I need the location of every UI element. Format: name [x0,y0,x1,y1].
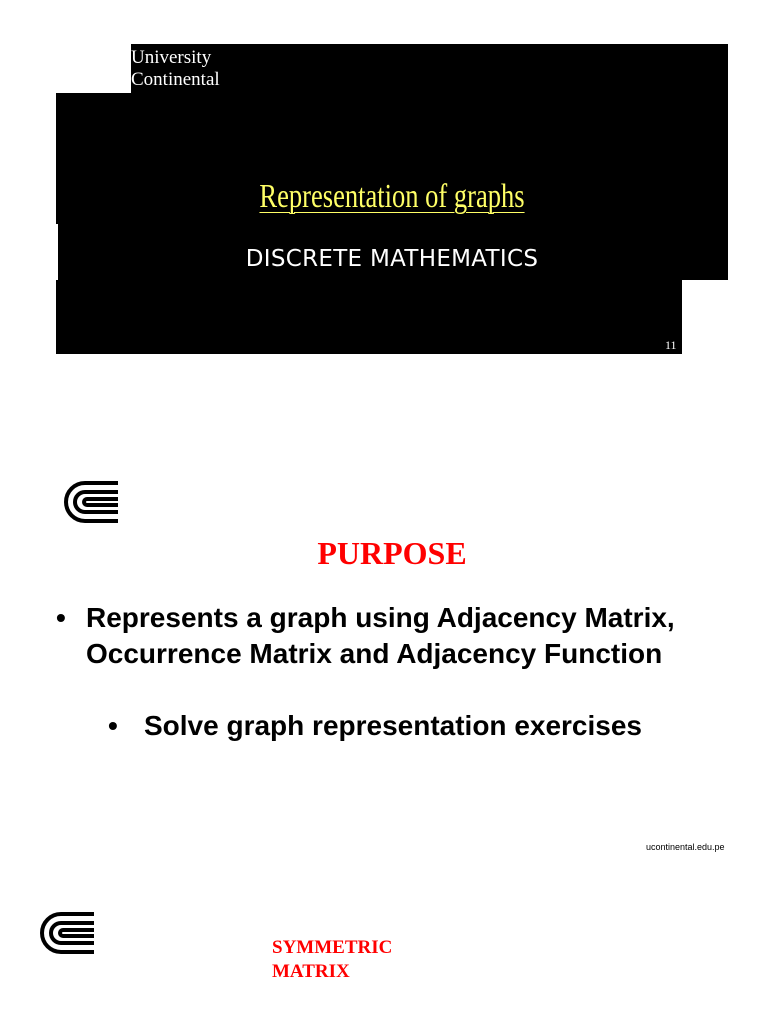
heading-line-2: MATRIX [272,961,350,982]
university-logo-icon [64,480,120,529]
university-logo-icon [40,911,96,960]
symmetric-matrix-heading [272,936,392,984]
institution-line-1: University [131,47,212,68]
bullet-text: Represents a graph using Adjacency Matrix, Occurrence Matrix and Adjacency Function [86,602,675,669]
bullet-marker: • [108,710,118,741]
slide-background-block [56,280,682,354]
purpose-heading: PURPOSE [317,535,467,571]
website-footer: ucontinental.edu.pe [646,842,725,852]
institution-line-2: Continental [131,69,220,90]
bullet-text: Solve graph representation exercises [144,710,642,741]
slide-background-block [131,44,728,280]
title-slide [0,0,768,360]
bullet-marker: • [56,602,66,633]
slide-title: Representation of graphs [259,178,525,215]
heading-line-1: SYMMETRIC [272,937,393,958]
institution-name [131,47,220,91]
slide-subtitle: DISCRETE MATHEMATICS [245,246,539,272]
page-number: 11 [665,338,677,352]
